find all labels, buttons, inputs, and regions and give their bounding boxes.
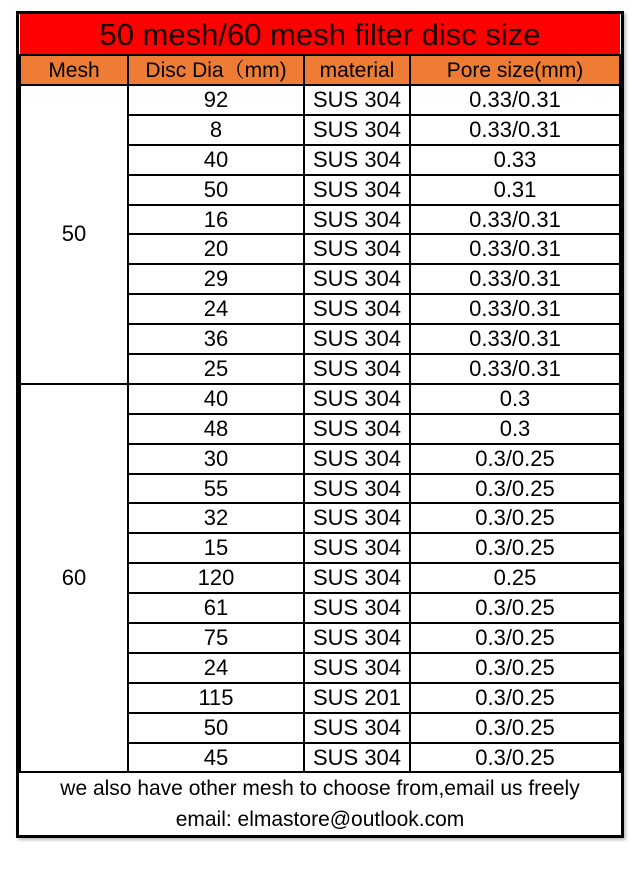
- pore-size-cell: 0.3/0.25: [410, 593, 620, 623]
- header-pore-size: Pore size(mm): [410, 55, 620, 85]
- material-cell: SUS 304: [304, 115, 410, 145]
- material-cell: SUS 304: [304, 623, 410, 653]
- pore-size-cell: 0.33: [410, 145, 620, 175]
- footer-line-1: we also have other mesh to choose from,email us freely: [60, 777, 580, 801]
- footer-email: email: elmastore@outlook.com: [175, 808, 465, 832]
- footer-note: [20, 772, 620, 835]
- disc-dia-cell: 30: [128, 444, 304, 474]
- material-cell: SUS 304: [304, 414, 410, 444]
- header-mesh: Mesh: [20, 55, 128, 85]
- disc-dia-cell: 61: [128, 593, 304, 623]
- pore-size-cell: 0.25: [410, 563, 620, 593]
- disc-dia-cell: 25: [128, 354, 304, 384]
- pore-size-cell: 0.33/0.31: [410, 115, 620, 145]
- disc-dia-cell: 36: [128, 324, 304, 354]
- material-cell: SUS 304: [304, 175, 410, 205]
- disc-dia-cell: 75: [128, 623, 304, 653]
- disc-dia-cell: 29: [128, 264, 304, 294]
- material-cell: SUS 304: [304, 533, 410, 563]
- disc-dia-cell: 92: [128, 85, 304, 115]
- material-cell: SUS 304: [304, 653, 410, 683]
- disc-dia-cell: 20: [128, 234, 304, 264]
- table-row: [20, 85, 620, 115]
- size-table-card: [16, 11, 624, 838]
- pore-size-cell: 0.3/0.25: [410, 474, 620, 504]
- material-cell: SUS 304: [304, 85, 410, 115]
- disc-dia-cell: 15: [128, 533, 304, 563]
- material-cell: SUS 304: [304, 444, 410, 474]
- mesh-cell: 60: [20, 384, 128, 773]
- material-cell: SUS 304: [304, 294, 410, 324]
- pore-size-cell: 0.3/0.25: [410, 533, 620, 563]
- disc-dia-cell: 55: [128, 474, 304, 504]
- filter-disc-size-table: [19, 14, 621, 835]
- disc-dia-cell: 50: [128, 175, 304, 205]
- pore-size-cell: 0.3/0.25: [410, 653, 620, 683]
- disc-dia-cell: 8: [128, 115, 304, 145]
- pore-size-cell: 0.33/0.31: [410, 294, 620, 324]
- material-cell: SUS 304: [304, 743, 410, 773]
- pore-size-cell: 0.33/0.31: [410, 205, 620, 235]
- disc-dia-cell: 32: [128, 503, 304, 533]
- material-cell: SUS 304: [304, 264, 410, 294]
- material-cell: SUS 201: [304, 683, 410, 713]
- disc-dia-cell: 16: [128, 205, 304, 235]
- pore-size-cell: 0.33/0.31: [410, 234, 620, 264]
- disc-dia-cell: 45: [128, 743, 304, 773]
- material-cell: SUS 304: [304, 474, 410, 504]
- pore-size-cell: 0.33/0.31: [410, 324, 620, 354]
- pore-size-cell: 0.3: [410, 414, 620, 444]
- mesh-cell: 50: [20, 85, 128, 384]
- pore-size-cell: 0.33/0.31: [410, 354, 620, 384]
- table-row: [20, 384, 620, 414]
- pore-size-cell: 0.3/0.25: [410, 713, 620, 743]
- disc-dia-cell: 48: [128, 414, 304, 444]
- disc-dia-cell: 115: [128, 683, 304, 713]
- pore-size-cell: 0.33/0.31: [410, 264, 620, 294]
- pore-size-cell: 0.3: [410, 384, 620, 414]
- pore-size-cell: 0.33/0.31: [410, 85, 620, 115]
- disc-dia-cell: 40: [128, 384, 304, 414]
- material-cell: SUS 304: [304, 354, 410, 384]
- header-material: material: [304, 55, 410, 85]
- material-cell: SUS 304: [304, 324, 410, 354]
- material-cell: SUS 304: [304, 593, 410, 623]
- pore-size-cell: 0.3/0.25: [410, 503, 620, 533]
- disc-dia-cell: 24: [128, 653, 304, 683]
- pore-size-cell: 0.31: [410, 175, 620, 205]
- material-cell: SUS 304: [304, 384, 410, 414]
- disc-dia-cell: 40: [128, 145, 304, 175]
- material-cell: SUS 304: [304, 234, 410, 264]
- header-disc-dia: Disc Dia（mm): [128, 55, 304, 85]
- material-cell: SUS 304: [304, 503, 410, 533]
- pore-size-cell: 0.3/0.25: [410, 683, 620, 713]
- disc-dia-cell: 24: [128, 294, 304, 324]
- material-cell: SUS 304: [304, 713, 410, 743]
- pore-size-cell: 0.3/0.25: [410, 444, 620, 474]
- header-row: [20, 55, 620, 85]
- disc-dia-cell: 50: [128, 713, 304, 743]
- material-cell: SUS 304: [304, 145, 410, 175]
- table-title: 50 mesh/60 mesh filter disc size: [20, 14, 620, 55]
- material-cell: SUS 304: [304, 205, 410, 235]
- pore-size-cell: 0.3/0.25: [410, 743, 620, 773]
- material-cell: SUS 304: [304, 563, 410, 593]
- disc-dia-cell: 120: [128, 563, 304, 593]
- pore-size-cell: 0.3/0.25: [410, 623, 620, 653]
